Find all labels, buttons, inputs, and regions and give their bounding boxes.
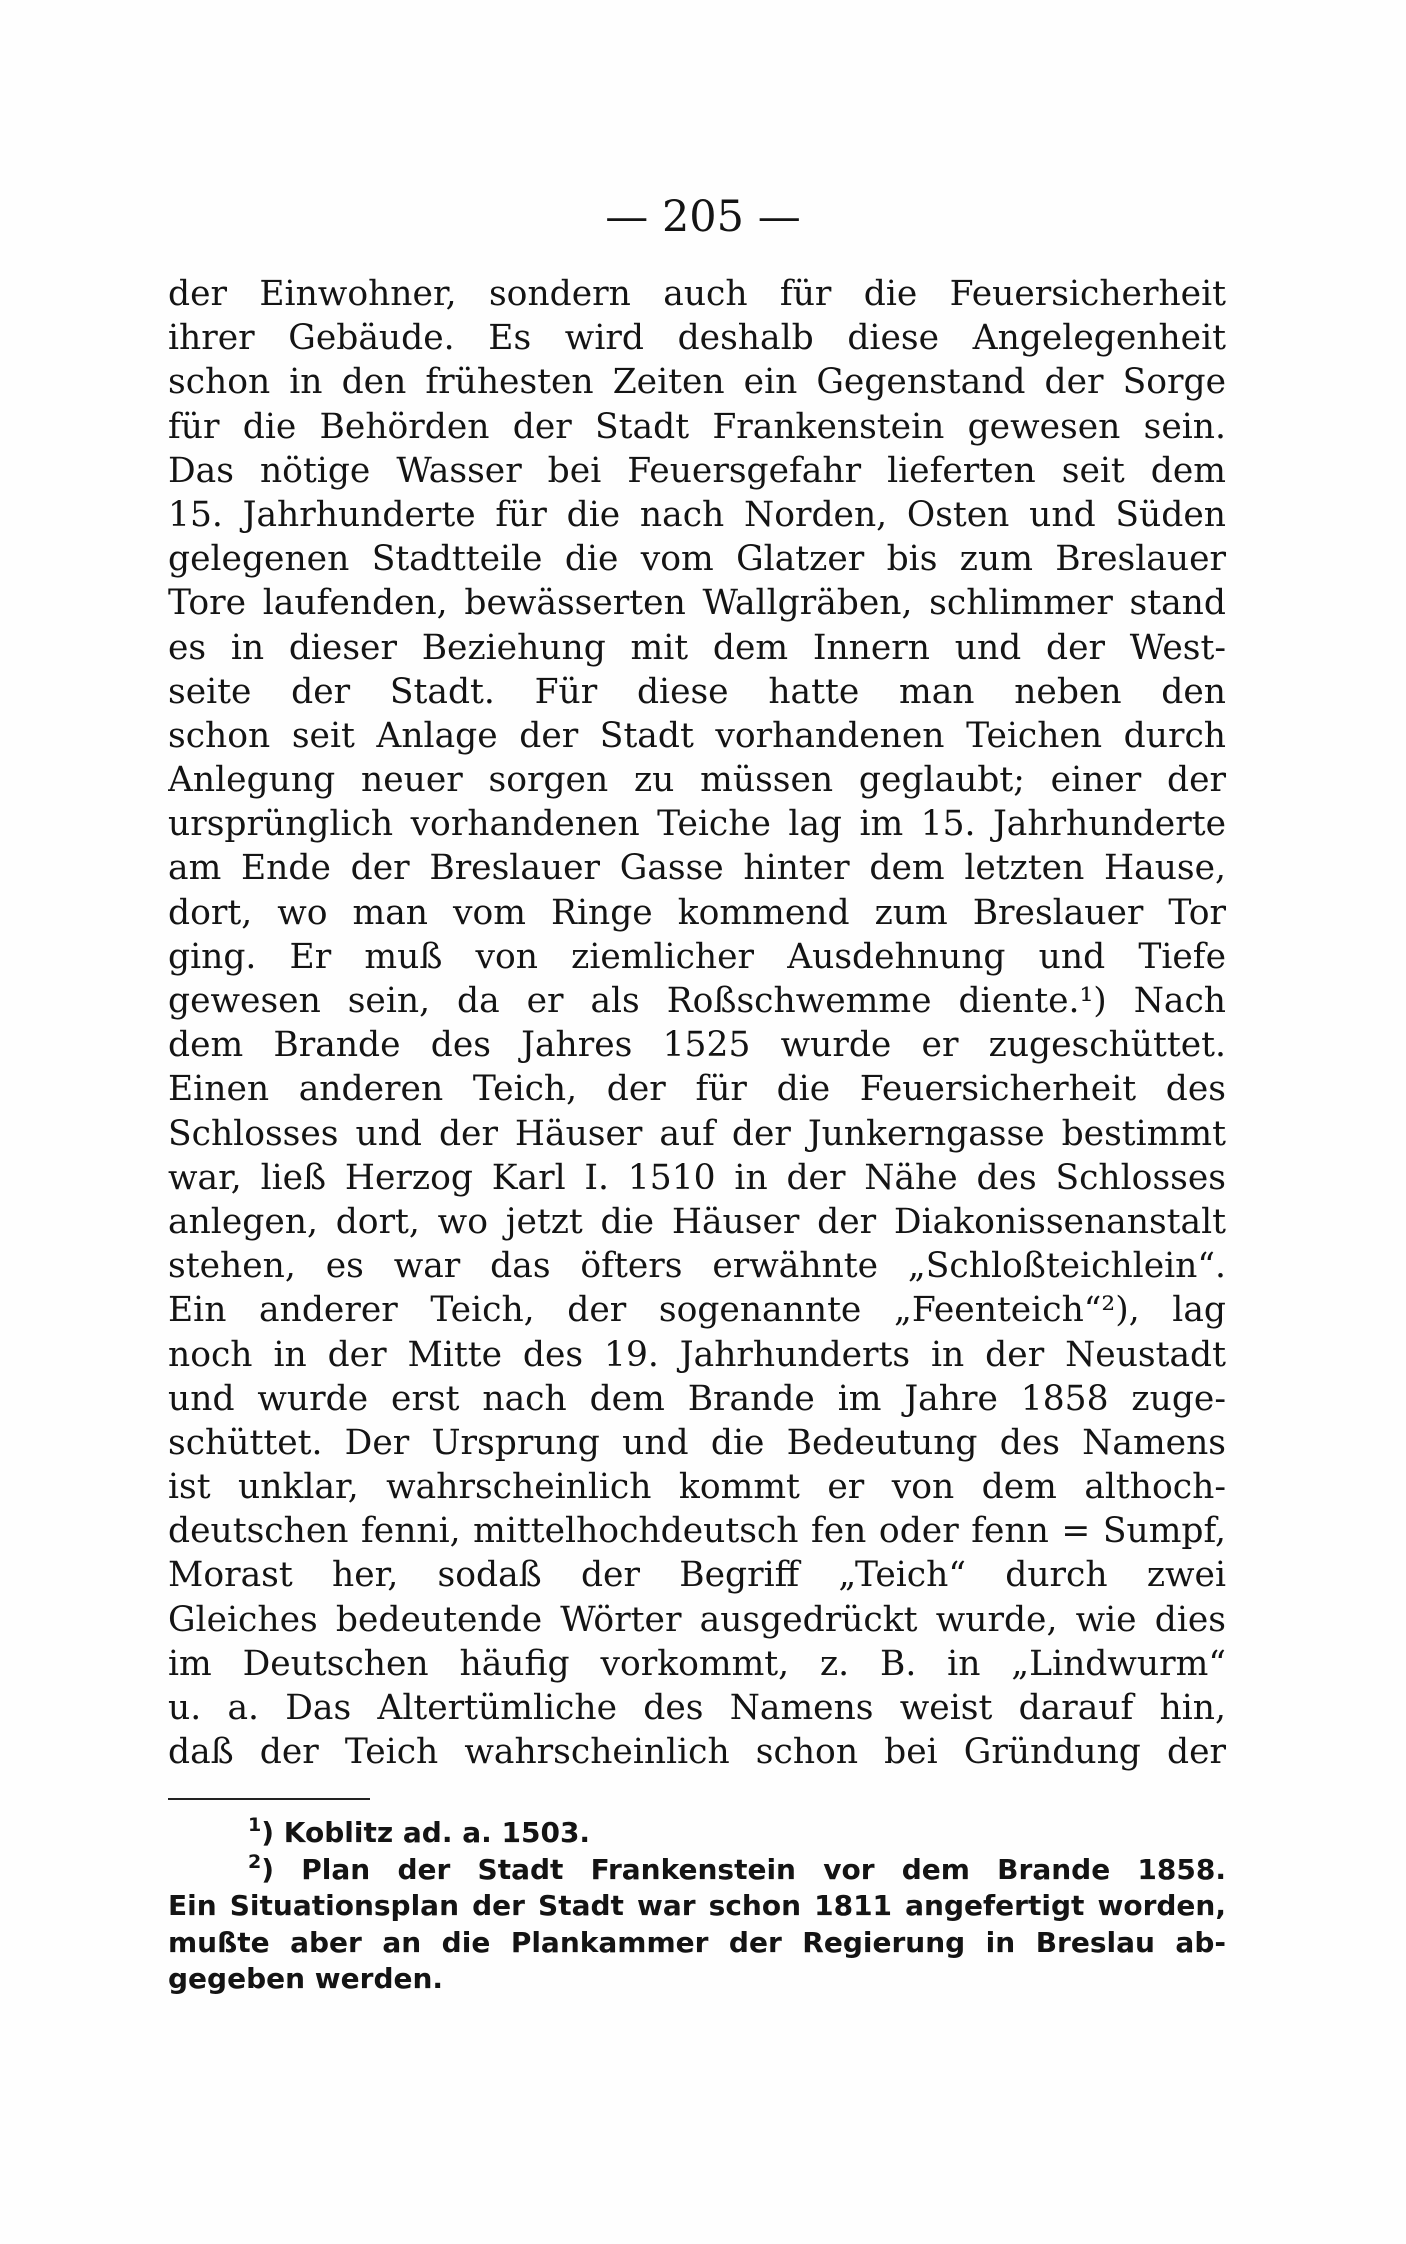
footnote-text: ) Plan der Stadt Frankenstein vor dem Brande 1858. <box>261 1852 1226 1886</box>
text-line: ist unklar, wahrscheinlich kommt er von dem althoch- <box>168 1467 1226 1508</box>
text-line: Schlosses und der Häuser auf der Junkerngasse bestimmt <box>168 1113 1226 1154</box>
text-line: es in dieser Beziehung mit dem Innern und der West- <box>168 627 1226 668</box>
text-line: schüttet. Der Ursprung und die Bedeutung des Namens <box>168 1422 1226 1463</box>
text-line: Anlegung neuer sorgen zu müssen geglaubt; einer der <box>168 760 1226 801</box>
text-line: anlegen, dort, wo jetzt die Häuser der Diakonissenanstalt <box>168 1201 1226 1242</box>
text-line: gewesen sein, da er als Roßschwemme diente.¹) Nach <box>168 981 1226 1021</box>
text-line: ihrer Gebäude. Es wird deshalb diese Angelegenheit <box>168 318 1226 359</box>
text-line: Morast her, sodaß der Begriff „Teich“ durch zwei <box>168 1555 1226 1596</box>
text-line: Einen anderen Teich, der für die Feuersicherheit des <box>168 1069 1226 1110</box>
text-line: am Ende der Breslauer Gasse hinter dem letzten Hause, <box>168 848 1226 889</box>
footnote-marker: 2 <box>248 1851 262 1873</box>
text-line: und wurde erst nach dem Brande im Jahre 1858 zuge- <box>168 1378 1226 1419</box>
text-line: deutschen fenni, mittelhochdeutsch fen oder fenn = Sumpf, <box>168 1511 1226 1552</box>
footnote-2-line: Ein Situationsplan der Stadt war schon 1811 angefertigt worden, <box>168 1889 1226 1922</box>
text-line: der Einwohner, sondern auch für die Feuersicherheit <box>168 274 1226 314</box>
footnote-text: ) Koblitz ad. a. 1503. <box>261 1816 591 1849</box>
text-line: war, ließ Herzog Karl I. 1510 in der Nähe des Schlosses <box>168 1157 1226 1198</box>
text-line: 15. Jahrhunderte für die nach Norden, Osten und Süden <box>168 494 1226 535</box>
text-line: Tore laufenden, bewässerten Wallgräben, schlimmer stand <box>168 583 1226 624</box>
text-line: im Deutschen häufig vorkommt, z. B. in „Lindwurm“ <box>168 1643 1226 1684</box>
text-line: stehen, es war das öfters erwähnte „Schloßteichlein“. <box>168 1246 1226 1287</box>
text-line: noch in der Mitte des 19. Jahrhunderts in der Neustadt <box>168 1334 1226 1375</box>
text-line: gelegenen Stadtteile die vom Glatzer bis zum Breslauer <box>168 539 1226 580</box>
text-line: Ein anderer Teich, der sogenannte „Feenteich“²), lag <box>168 1290 1226 1331</box>
text-line: dem Brande des Jahres 1525 wurde er zugeschüttet. <box>168 1025 1226 1066</box>
text-line: ursprünglich vorhandenen Teiche lag im 15. Jahrhunderte <box>168 804 1226 845</box>
footnotes <box>168 1815 1226 1998</box>
footnote-2-line: mußte aber an die Plankammer der Regierung in Breslau ab- <box>168 1925 1226 1959</box>
footnote-2-line: gegeben werden. <box>168 1962 444 1995</box>
text-line: u. a. Das Altertümliche des Namens weist darauf hin, <box>168 1688 1226 1728</box>
text-line: für die Behörden der Stadt Frankenstein gewesen sein. <box>168 406 1226 447</box>
text-line: seite der Stadt. Für diese hatte man neben den <box>168 671 1226 712</box>
footnote-divider <box>168 1798 370 1800</box>
footnote-2-line <box>168 1852 1226 1889</box>
footnote-marker: 1 <box>248 1815 262 1836</box>
text-line: ging. Er muß von ziemlicher Ausdehnung und Tiefe <box>168 936 1226 977</box>
main-text <box>168 272 1226 1774</box>
text-line: Das nötige Wasser bei Feuersgefahr lieferten seit dem <box>168 450 1226 491</box>
text-line: daß der Teich wahrscheinlich schon bei Gründung der <box>168 1732 1226 1773</box>
text-line: Gleiches bedeutende Wörter ausgedrückt wurde, wie dies <box>168 1599 1226 1640</box>
text-line: schon in den frühesten Zeiten ein Gegenstand der Sorge <box>168 362 1226 403</box>
text-line: schon seit Anlage der Stadt vorhandenen Teichen durch <box>168 715 1226 756</box>
footnote-1 <box>168 1815 1226 1852</box>
text-line: dort, wo man vom Ringe kommend zum Breslauer Tor <box>168 892 1226 933</box>
page-number: — 205 — <box>605 192 801 242</box>
